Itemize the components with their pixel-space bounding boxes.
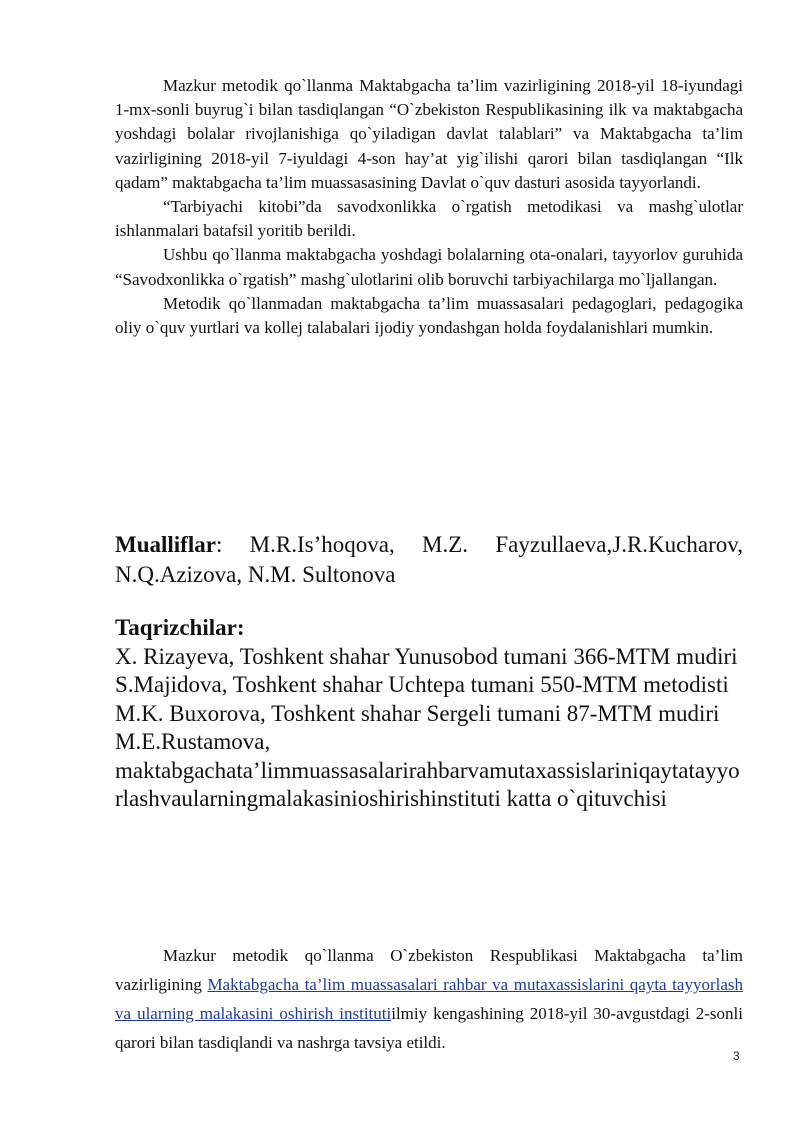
reviewers-section — [115, 614, 743, 814]
authors-section — [115, 530, 743, 590]
intro-paragraph-4: Metodik qo`llanmadan maktabgacha ta’lim muassasalari pedagoglari, pedagogika oliy o`quv yurtlari va kollej talabalari ijodiy yondashgan holda foydalanishlari mumkin. — [115, 293, 743, 338]
reviewer-item: M.K. Buxorova, Toshkent shahar Sergeli tumani 87-MTM mudiri — [115, 700, 720, 726]
reviewer-item: M.E.Rustamova, — [115, 729, 271, 754]
institute-link[interactable]: Maktabgacha ta’lim muassasalari rahbar va mutaxassislarini qayta tayyorlash va ularning malakasini oshirish instituti — [115, 975, 743, 1023]
authors-line — [115, 530, 743, 590]
intro-paragraph-1: Mazkur metodik qo`llanma Maktabgacha ta’lim vazirligining 2018-yil 18-iyundagi 1-mx-sonli buyrug`i bilan tasdiqlangan “O`zbekiston Respublikasining ilk va maktabgacha yoshdagi bolalar rivojlanishiga qo`yiladigan davlat talablari” va Maktabgacha ta’lim vazirligining 2018-yil 7-iyuldagi 4-son hay’at yig`ilishi qarori bilan tasdiqlangan “Ilk qadam” maktabgacha ta’lim muassasasining Davlat o`quv dasturi asosida tayyorlandi. — [115, 76, 743, 192]
reviewer-item: S.Majidova, Toshkent shahar Uchtepa tumani 550-MTM metodisti — [115, 672, 729, 697]
authors-separator: : — [215, 532, 223, 557]
closing-text-start: Mazkur metodik qo`llanma O`zbekiston Respublikasi Maktabgacha ta’lim vazirligining — [115, 946, 743, 994]
closing-text-end: ilmiy kengashining 2018-yil 30-avgustdagi 2-sonli qarori bilan tasdiqlandi va nashrga tavsiya etildi. — [115, 1004, 743, 1052]
page-number: 3 — [733, 1049, 740, 1063]
closing-section — [115, 941, 743, 1057]
reviewer-item: X. Rizayeva, Toshkent shahar Yunusobod tumani 366-MTM mudiri — [115, 643, 738, 669]
intro-paragraph-3: Ushbu qo`llanma maktabgacha yoshdagi bolalarning ota-onalari, tayyorlov guruhida “Savodxonlikka o`rgatish” mashg`ulotlarini olib boruvchi tarbiyachilarga mo`ljallangan. — [115, 245, 743, 289]
intro-section — [115, 74, 743, 340]
authors-names: M.R.Is’hoqova, M.Z. Fayzullaeva,J.R.Kucharov, N.Q.Azizova, N.M. Sultonova — [115, 532, 743, 587]
reviewers-heading: Taqrizchilar: — [115, 615, 245, 640]
closing-paragraph — [115, 941, 743, 1057]
authors-label: Mualliflar — [115, 532, 216, 557]
reviewer-item: maktabgachata’limmuassasalarirahbarvamutaxassislariniqaytatayyorlashvaularningmalakasinioshirishinstituti katta o`qituvchisi — [115, 757, 740, 811]
intro-paragraph-2: “Tarbiyachi kitobi”da savodxonlikka o`rgatish metodikasi va mashg`ulotlar ishlanmalari batafsil yoritib berildi. — [115, 197, 743, 241]
